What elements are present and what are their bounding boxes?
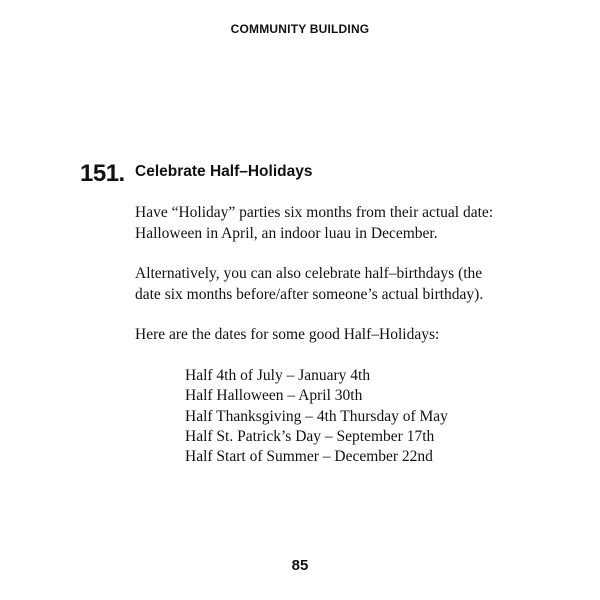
list-item: Half Halloween – April 30th	[185, 387, 363, 405]
paragraph-holiday-parties	[135, 203, 575, 244]
list-item: Half 4th of July – January 4th	[185, 367, 371, 384]
paragraph-line: Have “Holiday” parties six months from their actual date:	[135, 204, 494, 221]
list-item: Half St. Patrick’s Day – September 17th	[185, 427, 435, 445]
paragraph-half-birthdays	[135, 264, 575, 305]
paragraph-dates-intro	[135, 325, 575, 346]
page-number: 85	[291, 557, 309, 574]
list-item: Half Start of Summer – December 22nd	[185, 448, 433, 466]
entry-title: Celebrate Half–Holidays	[135, 163, 313, 180]
paragraph-line: Here are the dates for some good Half–Holidays:	[135, 326, 440, 343]
paragraph-line: Alternatively, you can also celebrate half–birthdays (the	[135, 265, 483, 282]
paragraph-line: Halloween in April, an indoor luau in December.	[135, 224, 438, 242]
list-item: Half Thanksgiving – 4th Thursday of May	[185, 407, 448, 425]
running-header: COMMUNITY BUILDING	[230, 22, 370, 36]
half-holiday-list	[185, 366, 448, 467]
entry-number: 151.	[80, 160, 125, 187]
paragraph-line: date six months before/after someone’s actual birthday).	[135, 285, 484, 303]
